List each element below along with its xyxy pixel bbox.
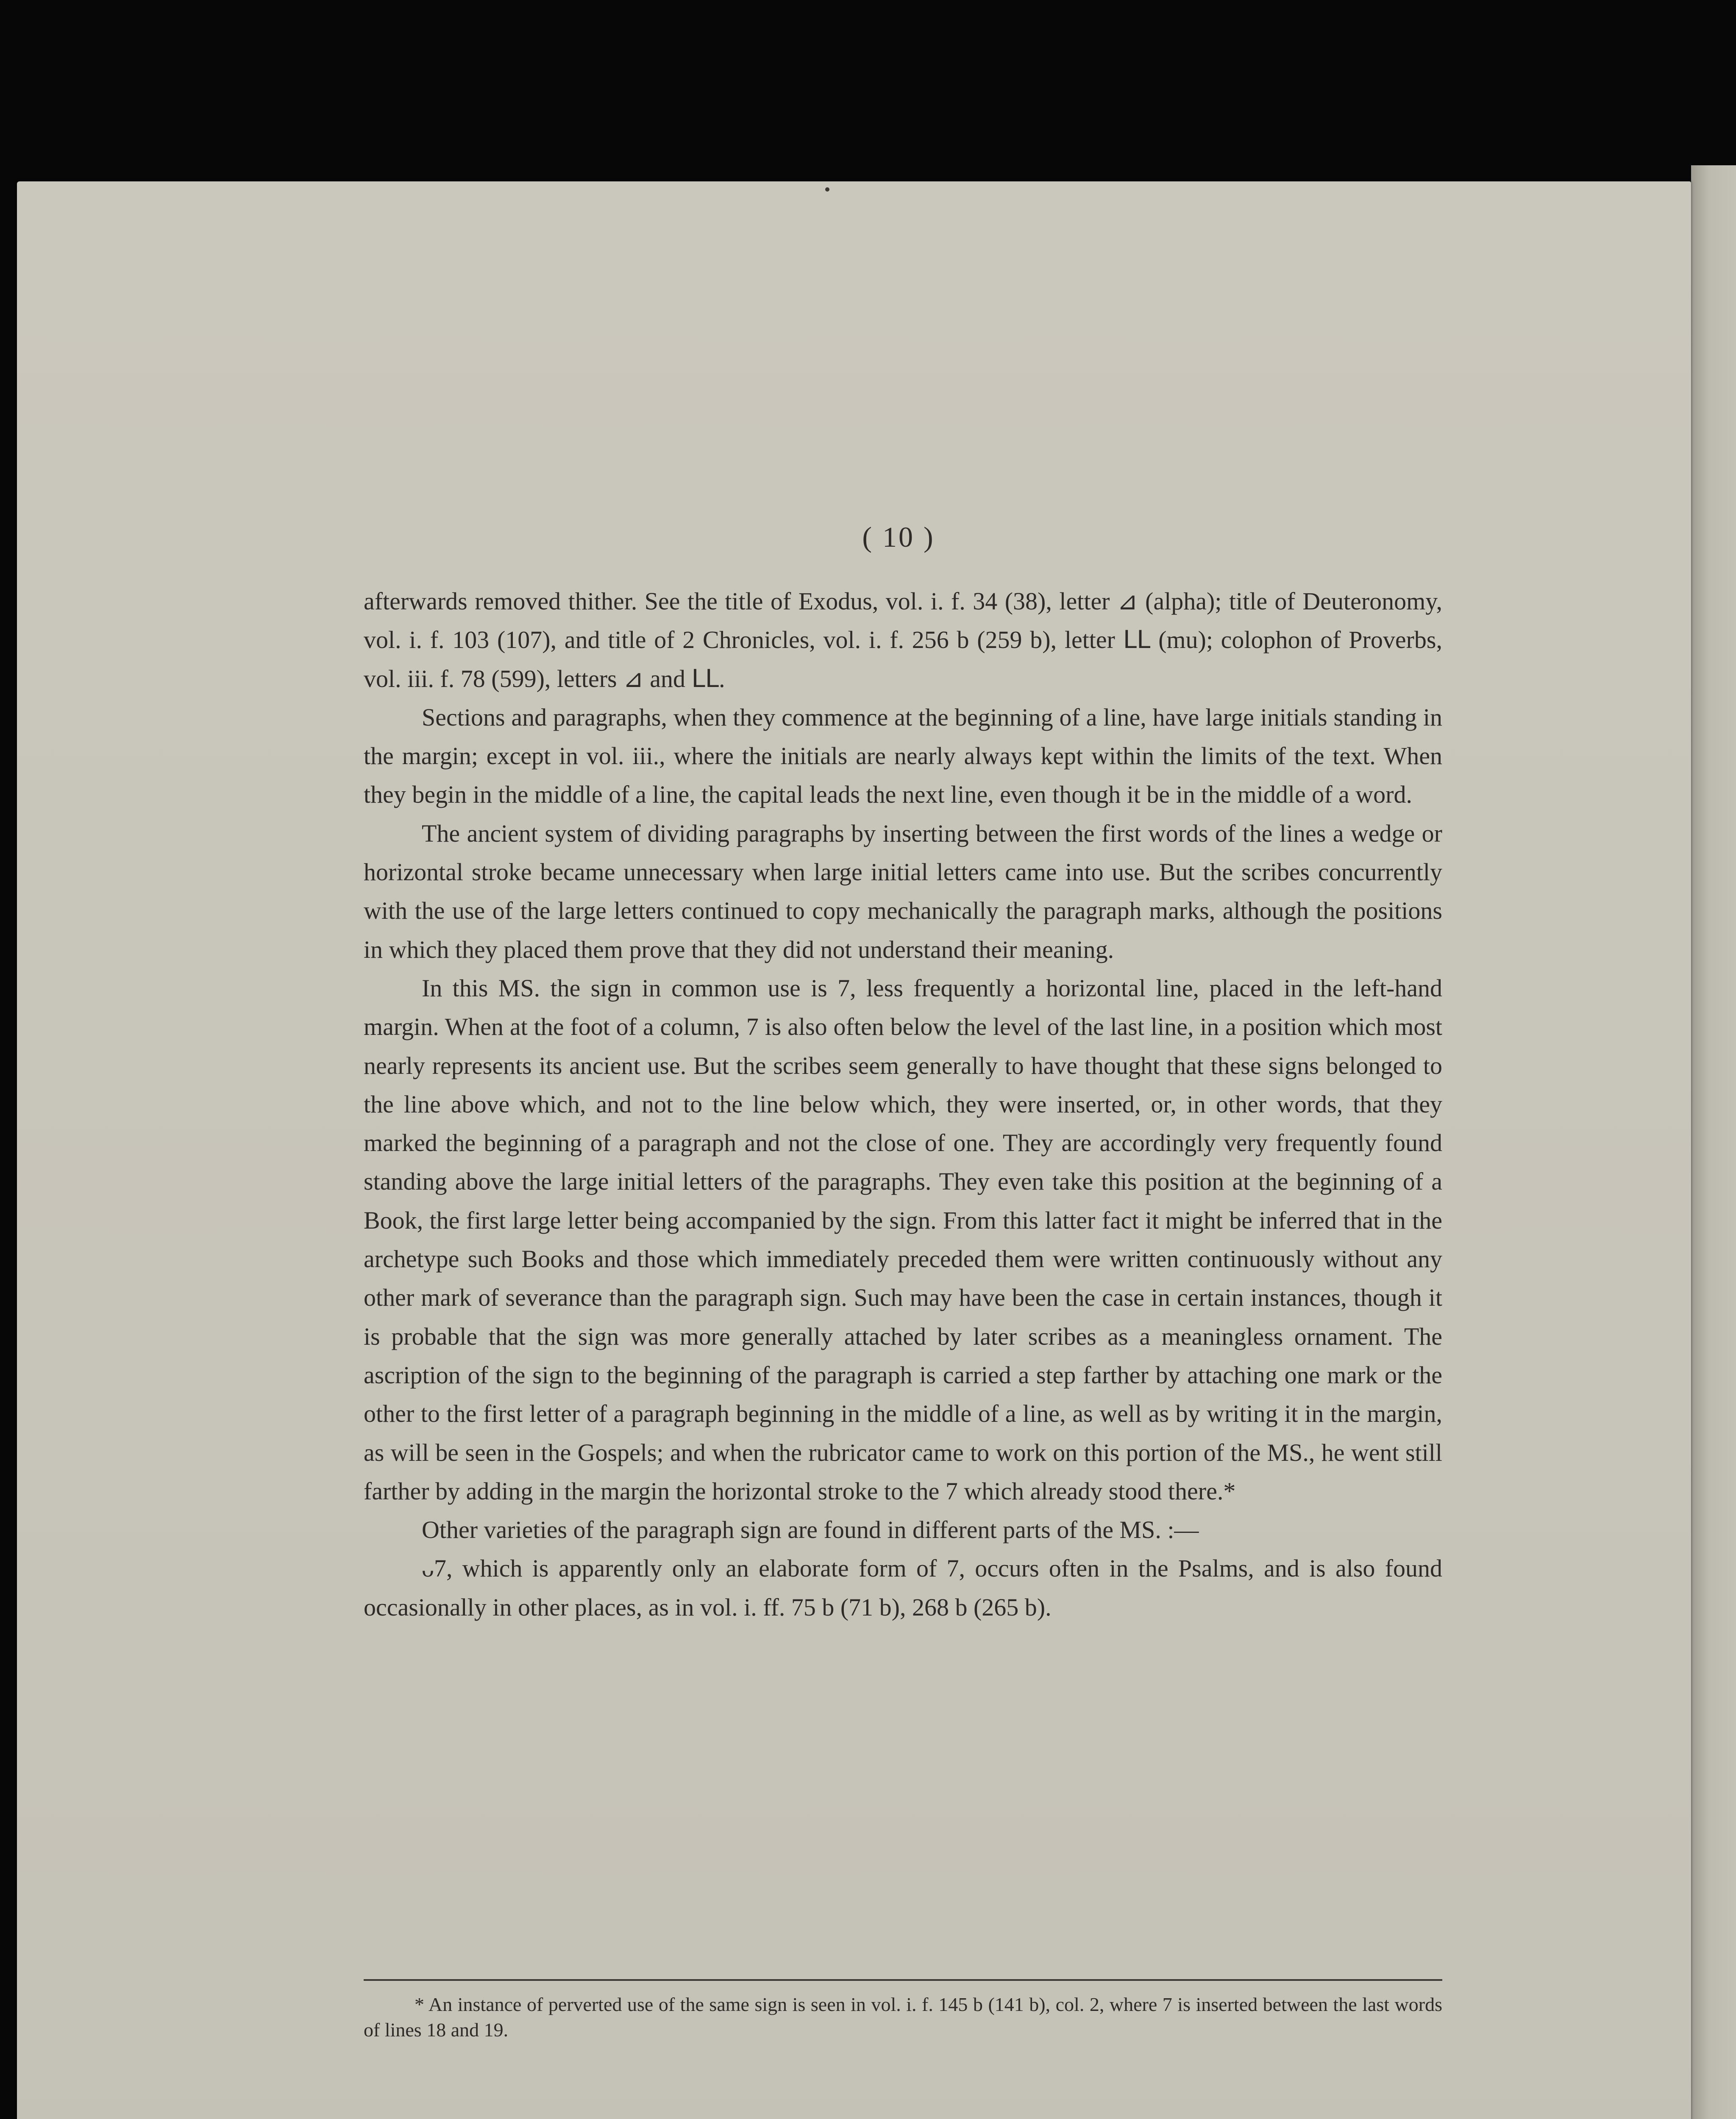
paper-speck	[825, 187, 829, 192]
footnote-text: * An instance of perverted use of the same sign is seen in vol. i. f. 145 b (141 b), col. 2, where 7 is inserted between the last words of lines 18 and 19.	[364, 1994, 1442, 2041]
paragraph-2: Sections and paragraphs, when they commence at the beginning of a line, have large initials standing in the margin; except in vol. iii., where the initials are nearly always kept within the limits of the text. When they begin in the middle of a line, the capital leads the next line, even though it be in the middle of a word.	[364, 703, 1442, 809]
footnote-divider	[364, 1979, 1442, 1981]
paragraph-1: afterwards removed thither. See the title of Exodus, vol. i. f. 34 (38), letter ⊿ (alpha); title of Deuteronomy, vol. i. f. 103 (107), and title of 2 Chronicles, vol. i. f. 256 b (259 b), letter ꓡꓡ (mu); colophon of Proverbs, vol. iii. f. 78 (599), letters ⊿ and ꓡꓡ.	[364, 587, 1442, 692]
next-page-edge	[1691, 165, 1736, 2119]
paragraph-3: The ancient system of dividing paragraphs by inserting between the first words of the lines a wedge or horizontal stroke became unnecessary when large initial letters came into use. But the scribes concurrently with the use of the large letters continued to copy mechanically the paragraph marks, although the positions in which they placed them prove that they did not understand their meaning.	[364, 819, 1442, 963]
page-number: ( 10 )	[862, 521, 935, 553]
paragraph-5: Other varieties of the paragraph sign are found in different parts of the MS. :—	[422, 1516, 1199, 1544]
paragraph-6: ᴗ7, which is apparently only an elaborate form of 7, occurs often in the Psalms, and is also found occasionally in other places, as in vol. i. ff. 75 b (71 b), 268 b (265 b).	[364, 1554, 1442, 1621]
body-text	[364, 582, 1442, 1627]
paragraph-4: In this MS. the sign in common use is 7, less frequently a horizontal line, placed in the left-hand margin. When at the foot of a column, 7 is also often below the level of the last line, in a position which most nearly represents its ancient use. But the scribes seem generally to have thought that these signs belonged to the line above which, and not to the line below which, they were inserted, or, in other words, that they marked the beginning of a paragraph and not the close of one. They are accordingly very frequently found standing above the large initial letters of the paragraphs. They even take this position at the beginning of a Book, the first large letter being accompanied by the sign. From this latter fact it might be inferred that in the archetype such Books and those which immediately preceded them were written continuously without any other mark of severance than the paragraph sign. Such may have been the case in certain instances, though it is probable that the sign was more generally attached by later scribes as a meaningless ornament. The ascription of the sign to the beginning of the paragraph is carried a step farther by attaching one mark or the other to the first letter of a paragraph beginning in the middle of a line, as well as by writing it in the margin, as will be seen in the Gospels; and when the rubricator came to work on this portion of the MS., he went still farther by adding in the margin the horizontal stroke to the 7 which already stood there.*	[364, 974, 1442, 1505]
footnote	[364, 1992, 1442, 2043]
